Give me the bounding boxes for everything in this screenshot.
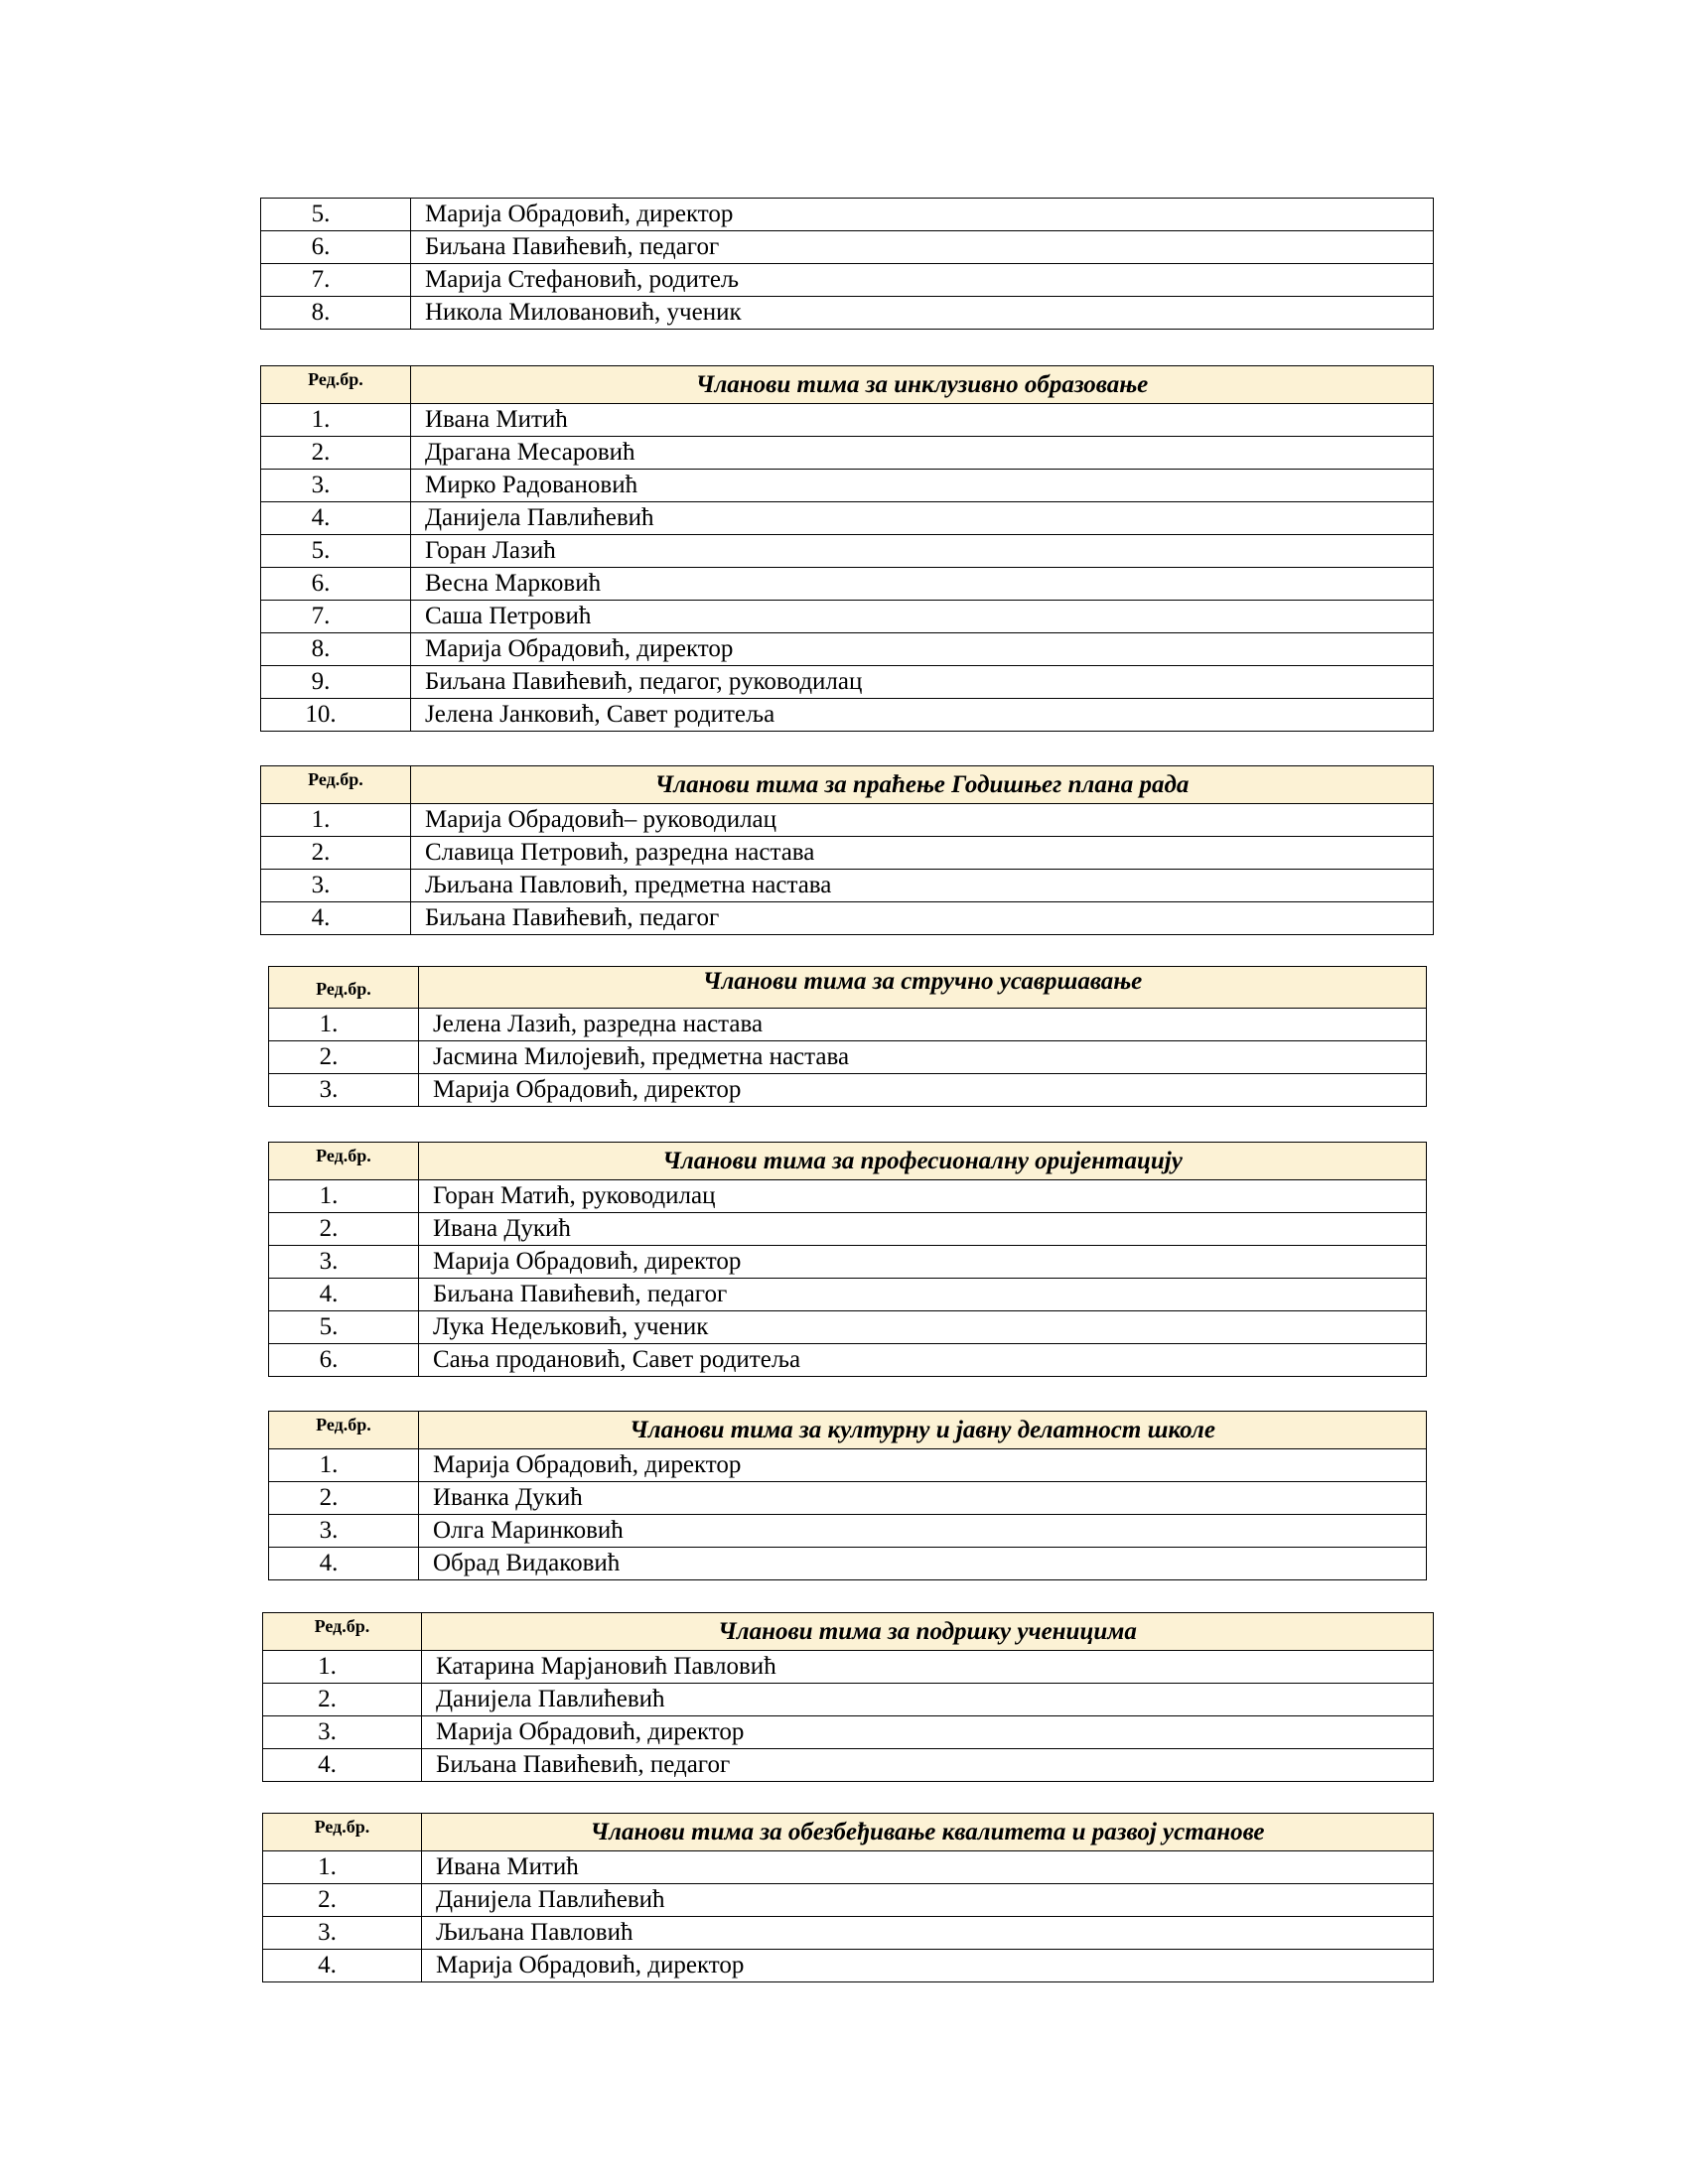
row-number: 2. [269, 1213, 419, 1246]
row-number: 1. [261, 404, 411, 437]
table-row [269, 1009, 1427, 1041]
row-number: 2. [263, 1684, 422, 1716]
row-number: 7. [261, 601, 411, 633]
row-number: 5. [261, 199, 411, 231]
member-name: Љиљана Павловић [422, 1917, 1434, 1950]
row-number: 6. [261, 231, 411, 264]
member-name: Катарина Марјановић Павловић [422, 1651, 1434, 1684]
table-row [261, 902, 1434, 935]
member-name: Биљана Павићевић, педагог [419, 1279, 1427, 1311]
table-title: Чланови тима за подршку ученицима [422, 1613, 1434, 1651]
member-name: Јасмина Милојевић, предметна настава [419, 1041, 1427, 1074]
table-row [263, 1950, 1434, 1982]
member-name: Марија Обрадовић, директор [422, 1716, 1434, 1749]
column-header-number: Ред.бр. [263, 1814, 422, 1851]
member-name: Весна Марковић [411, 568, 1434, 601]
row-number: 9. [261, 666, 411, 699]
column-header-number: Ред.бр. [269, 1143, 419, 1180]
member-name: Биљана Павићевић, педагог, руководилац [411, 666, 1434, 699]
member-name: Јелена Лазић, разредна настава [419, 1009, 1427, 1041]
table-header-row [263, 1613, 1434, 1651]
column-header-number: Ред.бр. [261, 766, 411, 804]
column-header-number: Ред.бр. [269, 967, 419, 1009]
table-row [263, 1684, 1434, 1716]
table-title: Чланови тима за обезбеђивање квалитета и развој установе [422, 1814, 1434, 1851]
table-row [261, 837, 1434, 870]
member-name: Ивана Митић [411, 404, 1434, 437]
member-name: Славица Петровић, разредна настава [411, 837, 1434, 870]
table-row [269, 1246, 1427, 1279]
row-number: 2. [261, 837, 411, 870]
member-name: Марија Обрадовић, директор [419, 1449, 1427, 1482]
team-table-student-support [262, 1612, 1434, 1782]
member-name: Ивана Митић [422, 1851, 1434, 1884]
member-name: Марија Стефановић, родитељ [411, 264, 1434, 297]
table-row [263, 1716, 1434, 1749]
table-row [261, 470, 1434, 502]
row-number: 5. [269, 1311, 419, 1344]
row-number: 6. [261, 568, 411, 601]
row-number: 2. [269, 1482, 419, 1515]
member-name: Марија Обрадовић, директор [419, 1246, 1427, 1279]
member-name: Марија Обрадовић, директор [422, 1950, 1434, 1982]
column-header-number: Ред.бр. [263, 1613, 422, 1651]
row-number: 6. [269, 1344, 419, 1377]
table-row [269, 1515, 1427, 1548]
member-name: Иванка Дукић [419, 1482, 1427, 1515]
row-number: 4. [261, 502, 411, 535]
row-number: 2. [269, 1041, 419, 1074]
table-row [261, 804, 1434, 837]
row-number: 1. [263, 1651, 422, 1684]
member-name: Данијела Павлићевић [411, 502, 1434, 535]
table-title: Чланови тима за стручно усавршавање [419, 967, 1427, 1009]
member-name: Биљана Павићевић, педагог [411, 231, 1434, 264]
table-row [261, 633, 1434, 666]
row-number: 3. [263, 1716, 422, 1749]
row-number: 1. [269, 1449, 419, 1482]
table-row [261, 699, 1434, 732]
team-table-inclusive [260, 365, 1434, 732]
member-name: Данијела Павлићевић [422, 1884, 1434, 1917]
column-header-number: Ред.бр. [269, 1412, 419, 1449]
member-name: Ивана Дукић [419, 1213, 1427, 1246]
member-name: Марија Обрадовић, директор [419, 1074, 1427, 1107]
row-number: 4. [269, 1548, 419, 1580]
team-table-career-orientation [268, 1142, 1427, 1377]
table-title: Чланови тима за културну и јавну делатност школе [419, 1412, 1427, 1449]
table-row [269, 1279, 1427, 1311]
team-table-professional-development [268, 966, 1427, 1107]
member-name: Марија Обрадовић, директор [411, 633, 1434, 666]
table-title: Чланови тима за праћење Годишњег плана рада [411, 766, 1434, 804]
table-header-row [263, 1814, 1434, 1851]
row-number: 3. [269, 1246, 419, 1279]
table-row [261, 666, 1434, 699]
table-row [269, 1311, 1427, 1344]
table-row [261, 437, 1434, 470]
member-name: Драгана Месаровић [411, 437, 1434, 470]
row-number: 8. [261, 297, 411, 330]
table-row [261, 535, 1434, 568]
table-title: Чланови тима за професионалну оријентацију [419, 1143, 1427, 1180]
team-table-continued [260, 198, 1434, 330]
table-row [269, 1213, 1427, 1246]
row-number: 8. [261, 633, 411, 666]
table-header-row [261, 366, 1434, 404]
team-table-cultural-activity [268, 1411, 1427, 1580]
table-row [269, 1074, 1427, 1107]
table-row [261, 870, 1434, 902]
member-name: Марија Обрадовић, директор [411, 199, 1434, 231]
member-name: Јелена Јанковић, Савет родитеља [411, 699, 1434, 732]
row-number: 1. [261, 804, 411, 837]
table-row [261, 502, 1434, 535]
member-name: Саша Петровић [411, 601, 1434, 633]
member-name: Горан Лазић [411, 535, 1434, 568]
table-row [261, 404, 1434, 437]
table-row [261, 199, 1434, 231]
table-row [269, 1344, 1427, 1377]
member-name: Горан Матић, руководилац [419, 1180, 1427, 1213]
member-name: Никола Миловановић, ученик [411, 297, 1434, 330]
row-number: 3. [269, 1515, 419, 1548]
table-row [261, 601, 1434, 633]
table-row [263, 1884, 1434, 1917]
member-name: Марија Обрадовић– руководилац [411, 804, 1434, 837]
table-row [269, 1180, 1427, 1213]
team-table-quality-assurance [262, 1813, 1434, 1982]
row-number: 1. [263, 1851, 422, 1884]
table-row [269, 1548, 1427, 1580]
table-header-row [269, 1143, 1427, 1180]
table-header-row [269, 967, 1427, 1009]
row-number: 1. [269, 1180, 419, 1213]
row-number: 3. [261, 870, 411, 902]
table-row [261, 264, 1434, 297]
member-name: Мирко Радовановић [411, 470, 1434, 502]
row-number: 7. [261, 264, 411, 297]
row-number: 5. [261, 535, 411, 568]
table-row [261, 297, 1434, 330]
member-name: Обрад Видаковић [419, 1548, 1427, 1580]
member-name: Данијела Павлићевић [422, 1684, 1434, 1716]
member-name: Олга Маринковић [419, 1515, 1427, 1548]
table-header-row [261, 766, 1434, 804]
member-name: Љиљана Павловић, предметна настава [411, 870, 1434, 902]
table-header-row [269, 1412, 1427, 1449]
row-number: 1. [269, 1009, 419, 1041]
row-number: 4. [269, 1279, 419, 1311]
table-row [263, 1651, 1434, 1684]
member-name: Лука Недељковић, ученик [419, 1311, 1427, 1344]
table-title: Чланови тима за инклузивно образовање [411, 366, 1434, 404]
row-number: 3. [263, 1917, 422, 1950]
table-row [263, 1749, 1434, 1782]
member-name: Биљана Павићевић, педагог [411, 902, 1434, 935]
table-row [261, 231, 1434, 264]
table-row [263, 1851, 1434, 1884]
table-row [269, 1449, 1427, 1482]
table-row [261, 568, 1434, 601]
table-row [263, 1917, 1434, 1950]
table-row [269, 1041, 1427, 1074]
row-number: 2. [263, 1884, 422, 1917]
column-header-number: Ред.бр. [261, 366, 411, 404]
member-name: Биљана Павићевић, педагог [422, 1749, 1434, 1782]
member-name: Сања продановић, Савет родитеља [419, 1344, 1427, 1377]
row-number: 10. [261, 699, 411, 732]
team-table-annual-plan [260, 765, 1434, 935]
row-number: 4. [261, 902, 411, 935]
row-number: 4. [263, 1749, 422, 1782]
row-number: 3. [269, 1074, 419, 1107]
row-number: 2. [261, 437, 411, 470]
row-number: 3. [261, 470, 411, 502]
table-row [269, 1482, 1427, 1515]
row-number: 4. [263, 1950, 422, 1982]
